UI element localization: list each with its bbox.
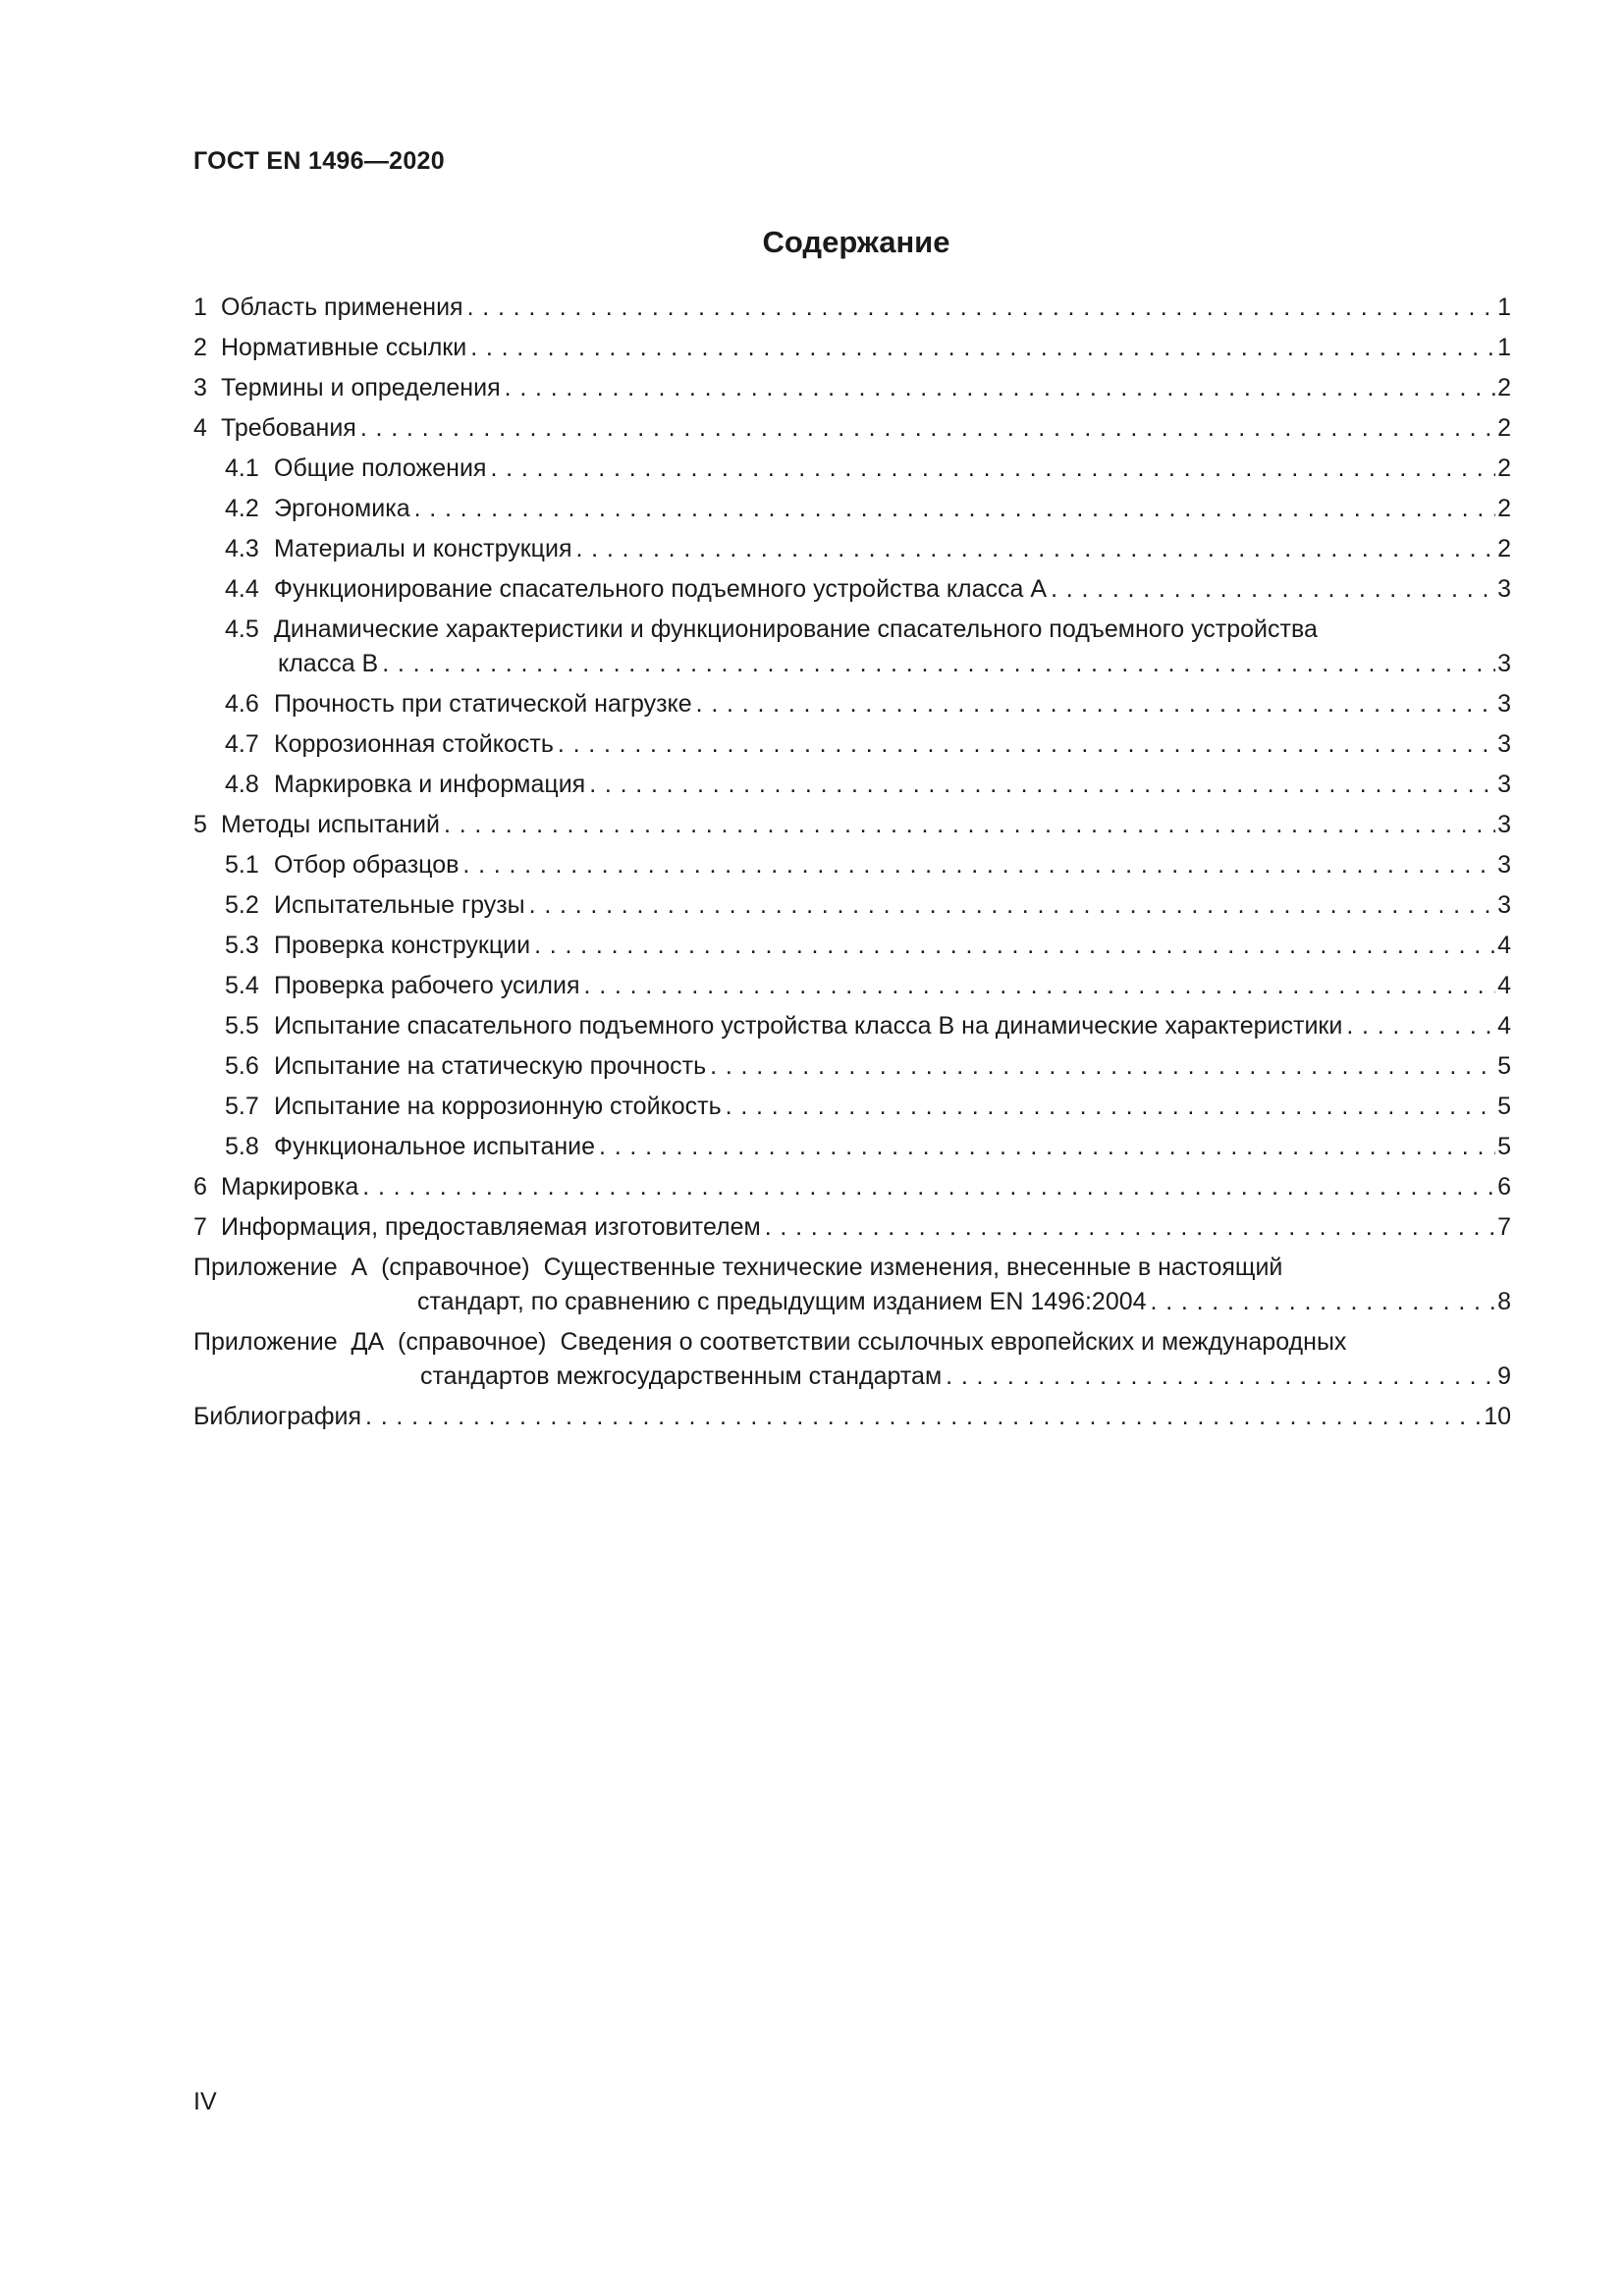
toc-entry-title: Термины и определения [221, 374, 501, 401]
toc-entry-page: 3 [1497, 891, 1511, 919]
toc-entry-page: 6 [1497, 1173, 1511, 1201]
toc-entry-page: 1 [1497, 334, 1511, 361]
toc-entry-title: Проверка рабочего усилия [274, 972, 580, 999]
toc-entry-page: 3 [1497, 575, 1511, 603]
toc-entry[interactable] [193, 1130, 1511, 1164]
toc-entry-title: Испытание на статическую прочность [274, 1052, 707, 1080]
toc-entry-page: 2 [1497, 414, 1511, 442]
toc-entry[interactable] [193, 727, 1511, 762]
toc-entry-number: 5.5 [225, 1012, 259, 1040]
toc-entry-title: Требования [221, 414, 356, 442]
toc-entry-title: Коррозионная стойкость [274, 730, 554, 758]
toc-entry[interactable] [193, 452, 1511, 486]
toc-leader-dots [462, 848, 1495, 882]
toc-entry-number: 6 [193, 1173, 207, 1201]
toc-entry-title: Функционирование спасательного подъемного устройства класса А [274, 575, 1048, 603]
toc-entry-number: 4.2 [225, 495, 259, 522]
toc-leader-dots [584, 969, 1496, 1003]
toc-entry-number: 5.4 [225, 972, 259, 999]
toc-leader-dots [362, 1170, 1495, 1204]
toc-entry-number: 5.1 [225, 851, 259, 879]
toc-entry-page: 3 [1497, 650, 1511, 677]
toc-entry-number: 5.6 [225, 1052, 259, 1080]
toc-entry-title: Прочность при статической нагрузке [274, 690, 692, 718]
toc-entry-title: Отбор образцов [274, 851, 460, 879]
page-folio: IV [193, 2088, 217, 2115]
toc-entry-number: 2 [193, 334, 207, 361]
toc-entry-title: Существенные технические изменения, внесенные в настоящий [543, 1254, 1283, 1281]
toc-entry-title: Материалы и конструкция [274, 535, 572, 562]
toc-entry-page: 2 [1497, 495, 1511, 522]
toc-leader-dots [470, 331, 1495, 365]
toc-entry[interactable] [193, 572, 1511, 607]
toc-entry-title: Маркировка и информация [274, 771, 586, 798]
toc-entry-number: 4.7 [225, 730, 259, 758]
toc-leader-dots [490, 452, 1495, 486]
toc-leader-dots [414, 492, 1495, 526]
toc-entry-title: Эргономика [274, 495, 410, 522]
toc-entry[interactable] [193, 492, 1511, 526]
toc-entry[interactable] [193, 768, 1511, 802]
toc-entry-title: Функциональное испытание [274, 1133, 596, 1160]
toc-leader-dots [382, 647, 1495, 681]
toc-entry-title: Испытание спасательного подъемного устройства класса В на динамические характеристики [274, 1012, 1343, 1040]
toc-entry-page: 3 [1497, 730, 1511, 758]
toc-leader-dots [529, 888, 1495, 923]
toc-entry-page: 8 [1497, 1288, 1511, 1315]
toc-leader-dots [360, 411, 1495, 446]
toc-entry-page: 2 [1497, 535, 1511, 562]
toc-leader-dots [1346, 1009, 1495, 1043]
toc-entry-page: 5 [1497, 1093, 1511, 1120]
toc-entry[interactable] [193, 613, 1511, 681]
toc-entry-number: 4 [193, 414, 207, 442]
toc-entry-title: Испытательные грузы [274, 891, 525, 919]
toc-leader-dots [1151, 1285, 1496, 1319]
toc-entry-number: 4.4 [225, 575, 259, 603]
toc-entry-page: 3 [1497, 771, 1511, 798]
toc-leader-dots [467, 291, 1496, 325]
toc-entry[interactable] [193, 687, 1511, 721]
toc-entry-title-continued: стандарт, по сравнению с предыдущим изданием EN 1496:2004 [417, 1288, 1147, 1315]
toc-entry-number: 4.3 [225, 535, 259, 562]
toc-entry-page: 10 [1484, 1403, 1511, 1430]
toc-entry-page: 3 [1497, 851, 1511, 879]
toc-leader-dots [505, 371, 1495, 405]
toc-entry-page: 2 [1497, 374, 1511, 401]
toc-entry-page: 2 [1497, 454, 1511, 482]
toc-entry-title-continued: стандартов межгосударственным стандартам [420, 1362, 943, 1390]
toc-entry-title: Библиография [193, 1403, 362, 1430]
toc-leader-dots [726, 1090, 1495, 1124]
toc-entry[interactable] [193, 291, 1511, 325]
toc-entry-title: Общие положения [274, 454, 487, 482]
toc-leader-dots [534, 929, 1495, 963]
toc-entry-number: 3 [193, 374, 207, 401]
toc-entry[interactable] [193, 848, 1511, 882]
toc-entry-title: Информация, предоставляемая изготовителем [221, 1213, 761, 1241]
toc-leader-dots [946, 1360, 1495, 1394]
toc-entry-page: 4 [1497, 1012, 1511, 1040]
table-of-contents [193, 291, 1511, 1440]
toc-entry-page: 4 [1497, 932, 1511, 959]
toc-leader-dots [558, 727, 1495, 762]
toc-entry[interactable] [193, 1170, 1511, 1204]
toc-entry[interactable] [193, 1210, 1511, 1245]
toc-entry[interactable] [193, 532, 1511, 566]
toc-entry-page: 5 [1497, 1133, 1511, 1160]
toc-entry-title-continued: класса В [278, 650, 379, 677]
toc-entry-appendix-a[interactable] [193, 1251, 1511, 1319]
toc-leader-dots [765, 1210, 1495, 1245]
toc-entry[interactable] [193, 888, 1511, 923]
toc-entry-page: 3 [1497, 811, 1511, 838]
document-code: ГОСТ EN 1496—2020 [193, 147, 445, 175]
toc-entry-title: Динамические характеристики и функционирование спасательного подъемного устройства [274, 615, 1318, 643]
toc-entry[interactable] [193, 1090, 1511, 1124]
toc-entry-page: 3 [1497, 690, 1511, 718]
toc-entry-number: 5 [193, 811, 207, 838]
toc-entry-title: Испытание на коррозионную стойкость [274, 1093, 722, 1120]
toc-entry-number: 7 [193, 1213, 207, 1241]
toc-entry[interactable] [193, 969, 1511, 1003]
toc-entry[interactable] [193, 1009, 1511, 1043]
toc-entry-number: 4.5 [225, 615, 259, 643]
toc-entry-number: 1 [193, 294, 207, 321]
toc-entry-title: Область применения [221, 294, 463, 321]
toc-leader-dots [444, 808, 1495, 842]
appendix-label: Приложение ДА (справочное) [193, 1328, 547, 1356]
toc-leader-dots [696, 687, 1495, 721]
toc-entry-title: Проверка конструкции [274, 932, 531, 959]
toc-entry-number: 4.8 [225, 771, 259, 798]
toc-entry-number: 4.6 [225, 690, 259, 718]
toc-leader-dots [589, 768, 1495, 802]
toc-entry-number: 5.7 [225, 1093, 259, 1120]
appendix-label: Приложение А (справочное) [193, 1254, 530, 1281]
toc-entry[interactable] [193, 411, 1511, 446]
toc-entry-number: 5.8 [225, 1133, 259, 1160]
toc-leader-dots [575, 532, 1495, 566]
toc-leader-dots [1051, 572, 1495, 607]
toc-entry-title: Сведения о соответствии ссылочных европейских и международных [560, 1328, 1347, 1356]
toc-entry-title: Нормативные ссылки [221, 334, 467, 361]
toc-entry[interactable] [193, 331, 1511, 365]
toc-leader-dots [599, 1130, 1495, 1164]
toc-leader-dots [365, 1400, 1482, 1434]
toc-entry-page: 7 [1497, 1213, 1511, 1241]
toc-entry-page: 4 [1497, 972, 1511, 999]
toc-entry[interactable] [193, 371, 1511, 405]
toc-entry-number: 4.1 [225, 454, 259, 482]
toc-entry[interactable] [193, 808, 1511, 842]
toc-entry-page: 5 [1497, 1052, 1511, 1080]
toc-entry-page: 9 [1497, 1362, 1511, 1390]
toc-leader-dots [710, 1049, 1495, 1084]
toc-entry-appendix-da[interactable] [193, 1325, 1511, 1394]
toc-entry-title: Маркировка [221, 1173, 359, 1201]
toc-entry-number: 5.2 [225, 891, 259, 919]
toc-entry[interactable] [193, 1049, 1511, 1084]
toc-entry[interactable] [193, 929, 1511, 963]
toc-entry-page: 1 [1497, 294, 1511, 321]
toc-entry-number: 5.3 [225, 932, 259, 959]
toc-title: Содержание [762, 225, 950, 259]
toc-entry-bibliography[interactable] [193, 1400, 1511, 1434]
toc-entry-title: Методы испытаний [221, 811, 440, 838]
